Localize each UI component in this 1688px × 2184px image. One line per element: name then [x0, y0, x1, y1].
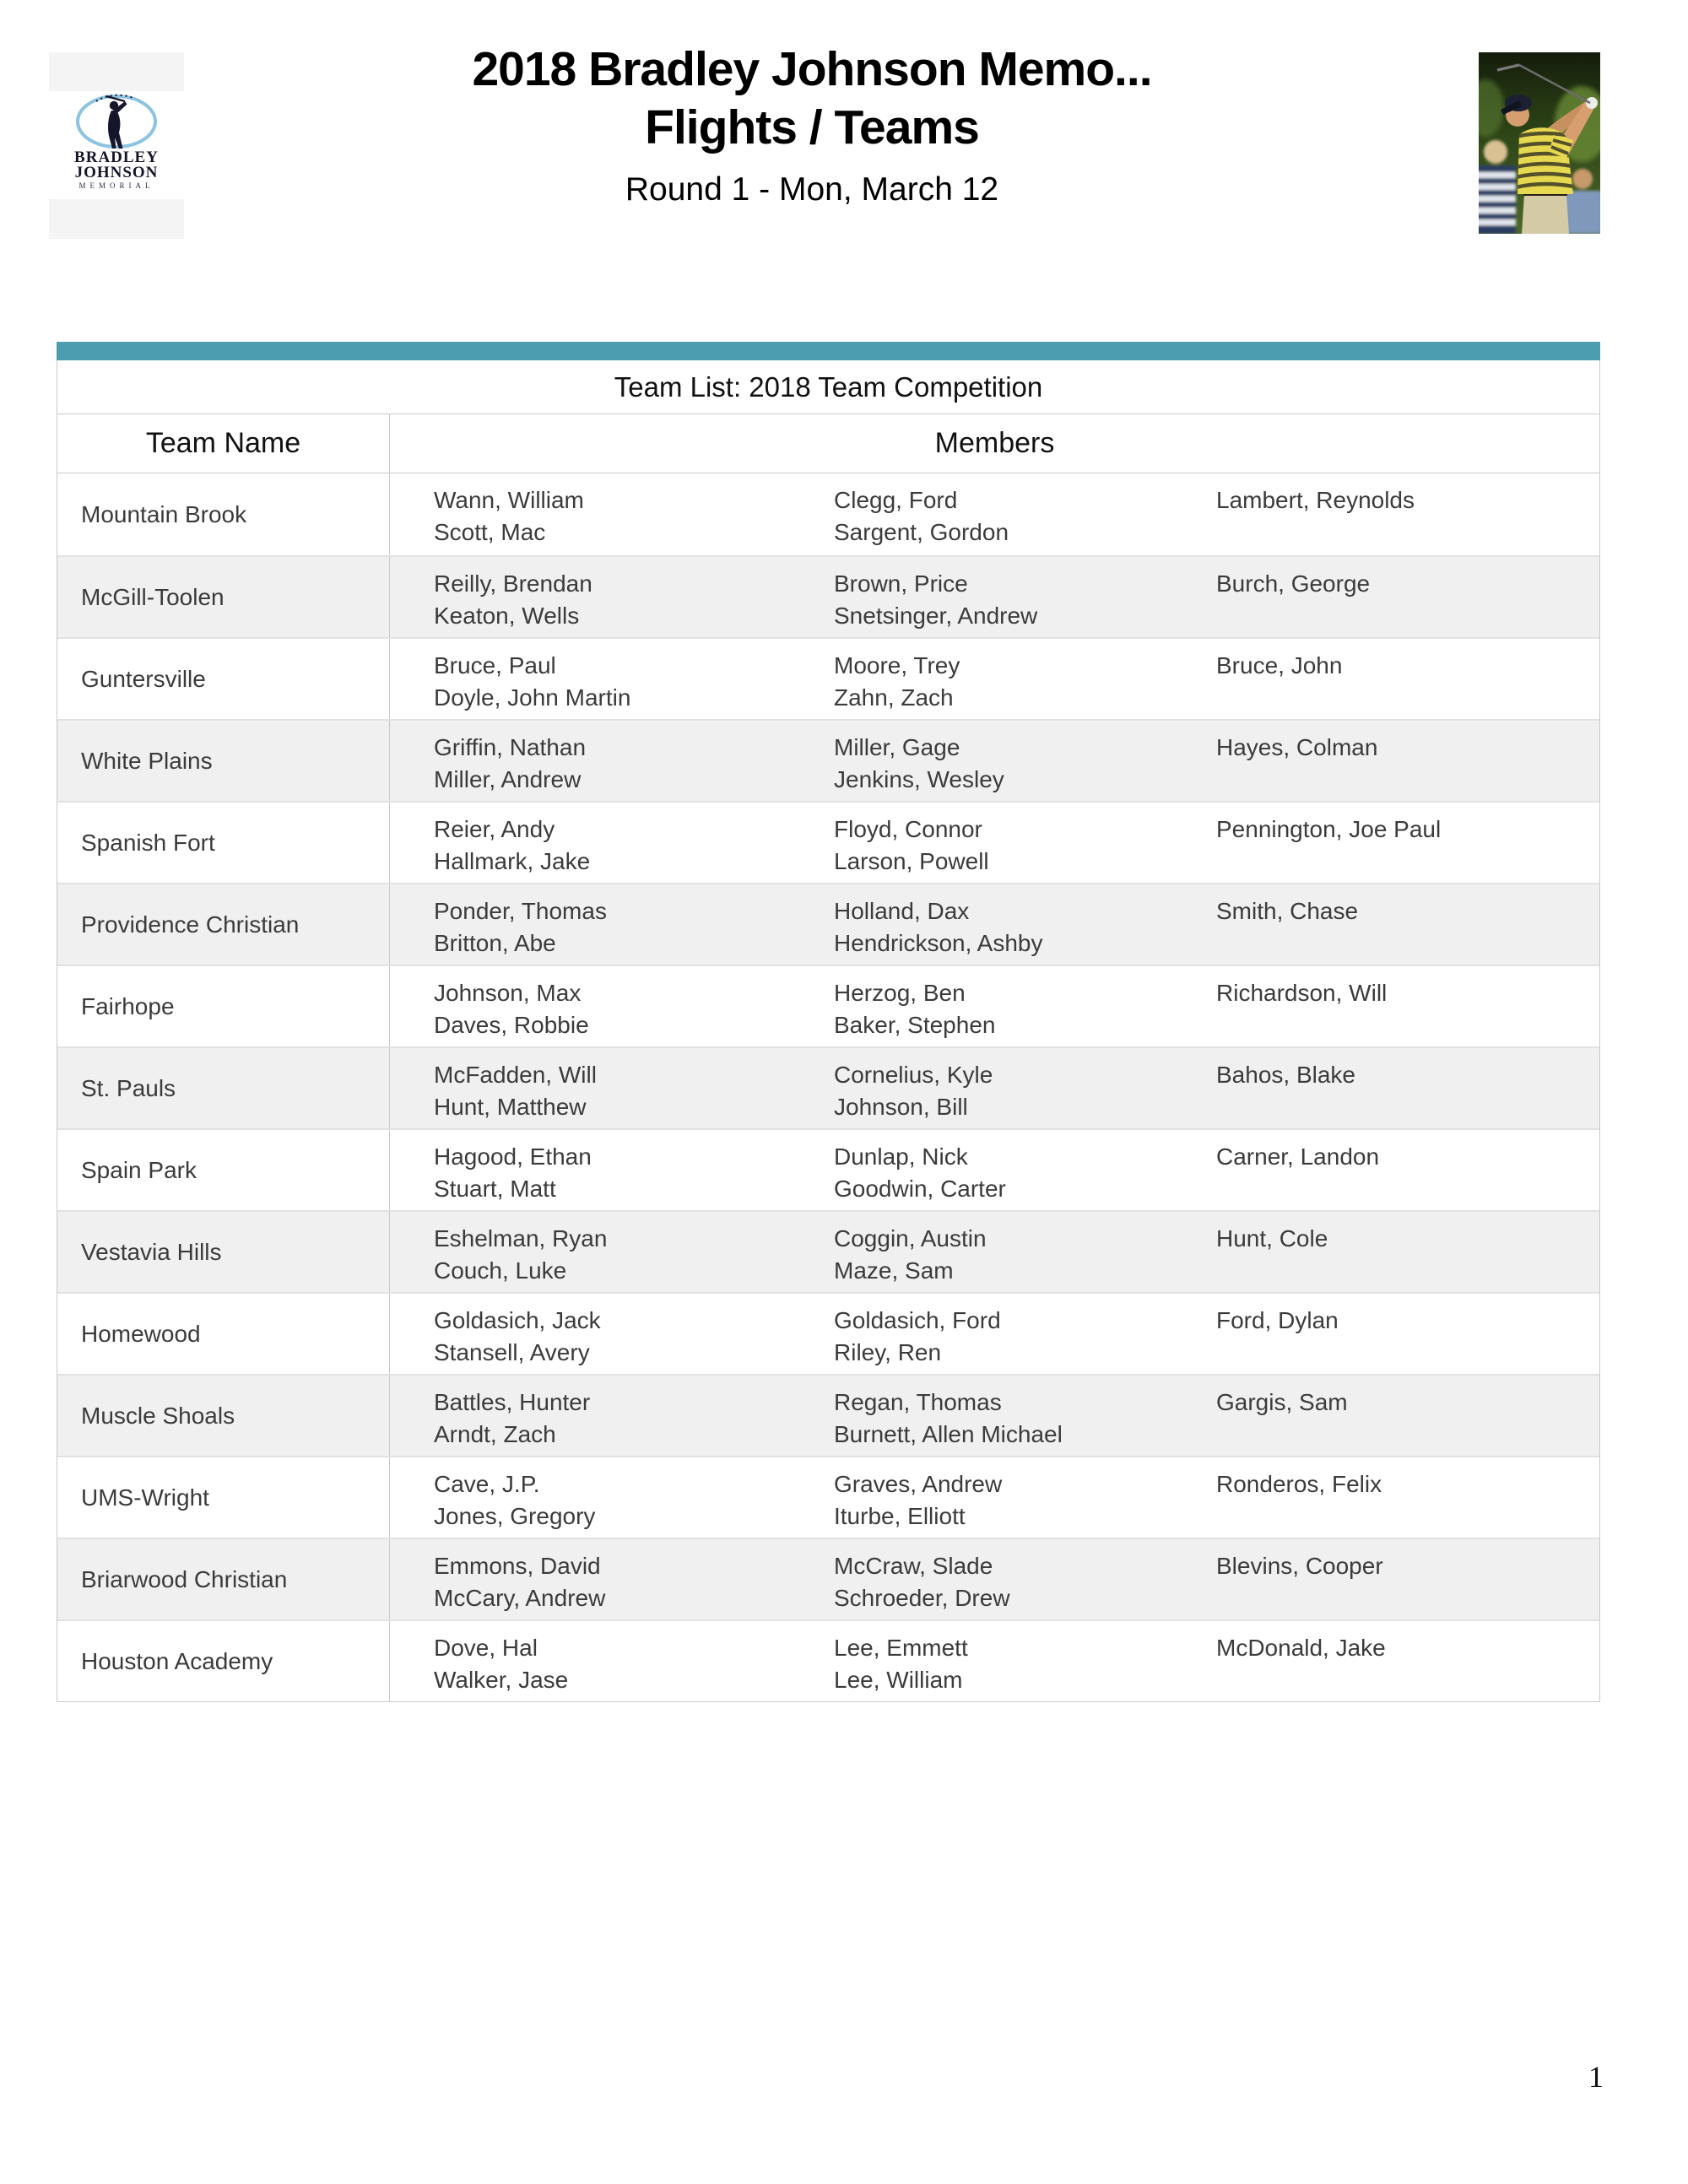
table-row [57, 1619, 1599, 1701]
member-column [790, 1632, 1172, 1696]
team-name-cell: Mountain Brook [57, 473, 390, 555]
member-column [790, 1059, 1172, 1123]
member-name: Herzog, Ben [834, 980, 966, 1006]
members-cell [390, 721, 1599, 801]
member-name: Jenkins, Wesley [834, 766, 1004, 792]
member-name: Scott, Mac [434, 519, 546, 545]
member-name: Johnson, Max [434, 980, 582, 1006]
table-title: Team List: 2018 Team Competition [57, 360, 1600, 414]
member-column [790, 1550, 1172, 1614]
member-column [790, 1305, 1172, 1369]
member-name: Reier, Andy [434, 816, 555, 842]
column-header-members: Members [934, 427, 1055, 459]
member-column [1172, 732, 1599, 764]
member-name: Lee, William [834, 1667, 963, 1693]
member-column [1172, 1059, 1599, 1091]
table-row [57, 719, 1599, 801]
member-column [790, 1387, 1172, 1451]
member-name: Hayes, Colman [1216, 734, 1378, 760]
member-column [390, 1632, 790, 1696]
member-name: Griffin, Nathan [434, 734, 587, 760]
member-name: Burnett, Allen Michael [834, 1421, 1063, 1447]
team-name-cell: McGill-Toolen [57, 557, 390, 637]
member-name: Daves, Robbie [434, 1012, 589, 1038]
table-row [57, 1292, 1599, 1374]
member-name: Arndt, Zach [434, 1421, 556, 1447]
member-column [390, 814, 790, 878]
member-name: Emmons, David [434, 1553, 601, 1579]
member-column [1172, 1305, 1599, 1337]
table-row [57, 801, 1599, 883]
member-name: Coggin, Austin [834, 1225, 987, 1251]
table-row [57, 1456, 1599, 1538]
golfer-photo [1479, 52, 1600, 234]
member-column [1172, 484, 1599, 516]
table-row [57, 1374, 1599, 1456]
member-column [390, 895, 790, 960]
members-cell [390, 1048, 1599, 1128]
members-cell [390, 557, 1599, 637]
member-name: Cave, J.P. [434, 1471, 540, 1497]
table-body [57, 473, 1600, 1702]
member-name: Carner, Landon [1216, 1143, 1380, 1170]
team-name-cell: Houston Academy [57, 1621, 390, 1701]
member-name: Stansell, Avery [434, 1339, 590, 1365]
members-cell [390, 1212, 1599, 1292]
team-name-cell: Homewood [57, 1294, 390, 1374]
table-row [57, 965, 1599, 1046]
table-row [57, 637, 1599, 719]
member-name: Goldasich, Jack [434, 1307, 601, 1333]
member-name: Snetsinger, Andrew [834, 603, 1038, 629]
member-column [390, 1387, 790, 1451]
member-column [790, 895, 1172, 960]
team-list-table [57, 342, 1600, 1702]
member-name: Hunt, Matthew [434, 1094, 587, 1120]
member-name: Pennington, Joe Paul [1216, 816, 1442, 842]
team-name-cell: Briarwood Christian [57, 1539, 390, 1619]
table-row [57, 1046, 1599, 1128]
member-column [1172, 1387, 1599, 1419]
table-accent-bar [57, 342, 1600, 360]
column-header-team-name: Team Name [57, 414, 390, 473]
member-name: Regan, Thomas [834, 1389, 1002, 1415]
member-name: McCary, Andrew [434, 1585, 606, 1611]
member-name: Hunt, Cole [1216, 1225, 1328, 1251]
member-column [390, 650, 790, 714]
table-row [57, 473, 1599, 555]
logo-text-line1: BRADLEY [74, 149, 159, 166]
member-name: Ford, Dylan [1216, 1307, 1339, 1333]
member-column [390, 1550, 790, 1614]
member-name: Iturbe, Elliott [834, 1503, 966, 1529]
member-name: Bahos, Blake [1216, 1062, 1355, 1088]
member-name: Couch, Luke [434, 1257, 567, 1284]
table-row [57, 1128, 1599, 1210]
members-cell [390, 1130, 1599, 1210]
team-name-cell: Muscle Shoals [57, 1376, 390, 1456]
members-cell [390, 966, 1599, 1046]
member-name: Miller, Gage [834, 734, 960, 760]
report-header [259, 41, 1365, 208]
member-name: Holland, Dax [834, 898, 970, 924]
members-cell [390, 1539, 1599, 1619]
team-name-cell: Spanish Fort [57, 803, 390, 883]
member-column [1172, 1632, 1599, 1664]
member-column [790, 1223, 1172, 1287]
round-subtitle: Round 1 - Mon, March 12 [625, 171, 999, 208]
members-cell [390, 1376, 1599, 1456]
members-cell [390, 1294, 1599, 1374]
member-name: McDonald, Jake [1216, 1635, 1386, 1661]
member-name: Riley, Ren [834, 1339, 942, 1365]
member-name: Ponder, Thomas [434, 898, 607, 924]
member-name: Clegg, Ford [834, 487, 958, 513]
member-name: Baker, Stephen [834, 1012, 996, 1038]
member-column [790, 732, 1172, 796]
member-name: Hallmark, Jake [434, 848, 591, 874]
team-name-cell: Guntersville [57, 639, 390, 719]
member-name: Lambert, Reynolds [1216, 487, 1415, 513]
member-name: Bruce, Paul [434, 652, 556, 678]
logo-text-line2: JOHNSON [74, 164, 159, 181]
member-column [390, 1059, 790, 1123]
member-column [1172, 1141, 1599, 1173]
member-column [1172, 814, 1599, 846]
member-name: Goldasich, Ford [834, 1307, 1001, 1333]
tournament-logo [49, 91, 184, 199]
member-column [1172, 977, 1599, 1009]
logo-placeholder-box [49, 52, 184, 239]
members-cell [390, 1457, 1599, 1538]
member-name: McCraw, Slade [834, 1553, 993, 1579]
team-name-cell: UMS-Wright [57, 1457, 390, 1538]
member-column [1172, 568, 1599, 600]
member-name: Miller, Andrew [434, 766, 582, 792]
report-title-line2: Flights / Teams [645, 100, 979, 154]
golfer-photo-image [1479, 52, 1600, 234]
member-name: Cornelius, Kyle [834, 1062, 993, 1088]
table-row [57, 555, 1599, 637]
member-column [1172, 1550, 1599, 1582]
member-column [390, 1141, 790, 1205]
logo-text-line3: MEMORIAL [78, 181, 154, 190]
member-name: Brown, Price [834, 570, 968, 597]
member-name: Gargis, Sam [1216, 1389, 1348, 1415]
table-row [57, 1538, 1599, 1619]
member-name: Graves, Andrew [834, 1471, 1003, 1497]
page-number: 1 [1588, 2060, 1604, 2094]
member-name: Larson, Powell [834, 848, 989, 874]
member-name: Reilly, Brendan [434, 570, 592, 597]
member-column [790, 977, 1172, 1041]
member-name: Blevins, Cooper [1216, 1553, 1383, 1579]
member-name: Johnson, Bill [834, 1094, 968, 1120]
table-header-row [57, 414, 1600, 473]
report-title-line1: 2018 Bradley Johnson Memo... [472, 42, 1152, 96]
team-name-cell: Vestavia Hills [57, 1212, 390, 1292]
member-column [390, 977, 790, 1041]
member-name: Walker, Jase [434, 1667, 569, 1693]
member-column [1172, 1223, 1599, 1255]
member-name: Hagood, Ethan [434, 1143, 592, 1170]
member-column [390, 732, 790, 796]
member-name: Goodwin, Carter [834, 1176, 1006, 1202]
members-cell [390, 884, 1599, 965]
member-name: Smith, Chase [1216, 898, 1359, 924]
member-name: Ronderos, Felix [1216, 1471, 1382, 1497]
team-name-cell: St. Pauls [57, 1048, 390, 1128]
member-name: Burch, George [1216, 570, 1371, 597]
team-name-cell: White Plains [57, 721, 390, 801]
member-column [390, 568, 790, 632]
member-name: Britton, Abe [434, 930, 556, 956]
member-name: Keaton, Wells [434, 603, 580, 629]
member-name: Dove, Hal [434, 1635, 538, 1661]
member-name: Wann, William [434, 487, 584, 513]
member-column [390, 484, 790, 549]
member-column [790, 484, 1172, 549]
members-cell [390, 803, 1599, 883]
member-column [790, 1141, 1172, 1205]
member-name: Moore, Trey [834, 652, 960, 678]
member-column [790, 1468, 1172, 1533]
member-name: Dunlap, Nick [834, 1143, 968, 1170]
member-column [790, 650, 1172, 714]
table-row [57, 1210, 1599, 1292]
member-name: Richardson, Will [1216, 980, 1388, 1006]
member-name: Doyle, John Martin [434, 684, 631, 711]
member-name: Stuart, Matt [434, 1176, 556, 1202]
member-name: Maze, Sam [834, 1257, 954, 1284]
member-column [390, 1305, 790, 1369]
member-name: McFadden, Will [434, 1062, 597, 1088]
table-row [57, 883, 1599, 965]
member-name: Eshelman, Ryan [434, 1225, 608, 1251]
members-cell [390, 473, 1599, 555]
member-name: Bruce, John [1216, 652, 1343, 678]
member-name: Lee, Emmett [834, 1635, 968, 1661]
member-name: Jones, Gregory [434, 1503, 596, 1529]
member-column [790, 814, 1172, 878]
member-column [390, 1468, 790, 1533]
golfer-swing-logo-icon [73, 91, 160, 150]
member-name: Schroeder, Drew [834, 1585, 1010, 1611]
member-name: Zahn, Zach [834, 684, 954, 711]
member-column [390, 1223, 790, 1287]
team-name-cell: Fairhope [57, 966, 390, 1046]
member-name: Hendrickson, Ashby [834, 930, 1043, 956]
member-column [790, 568, 1172, 632]
member-name: Battles, Hunter [434, 1389, 591, 1415]
member-column [1172, 1468, 1599, 1500]
member-name: Sargent, Gordon [834, 519, 1009, 545]
member-column [1172, 650, 1599, 682]
team-name-cell: Spain Park [57, 1130, 390, 1210]
members-cell [390, 1621, 1599, 1701]
members-cell [390, 639, 1599, 719]
member-column [1172, 895, 1599, 927]
member-name: Floyd, Connor [834, 816, 982, 842]
team-name-cell: Providence Christian [57, 884, 390, 965]
